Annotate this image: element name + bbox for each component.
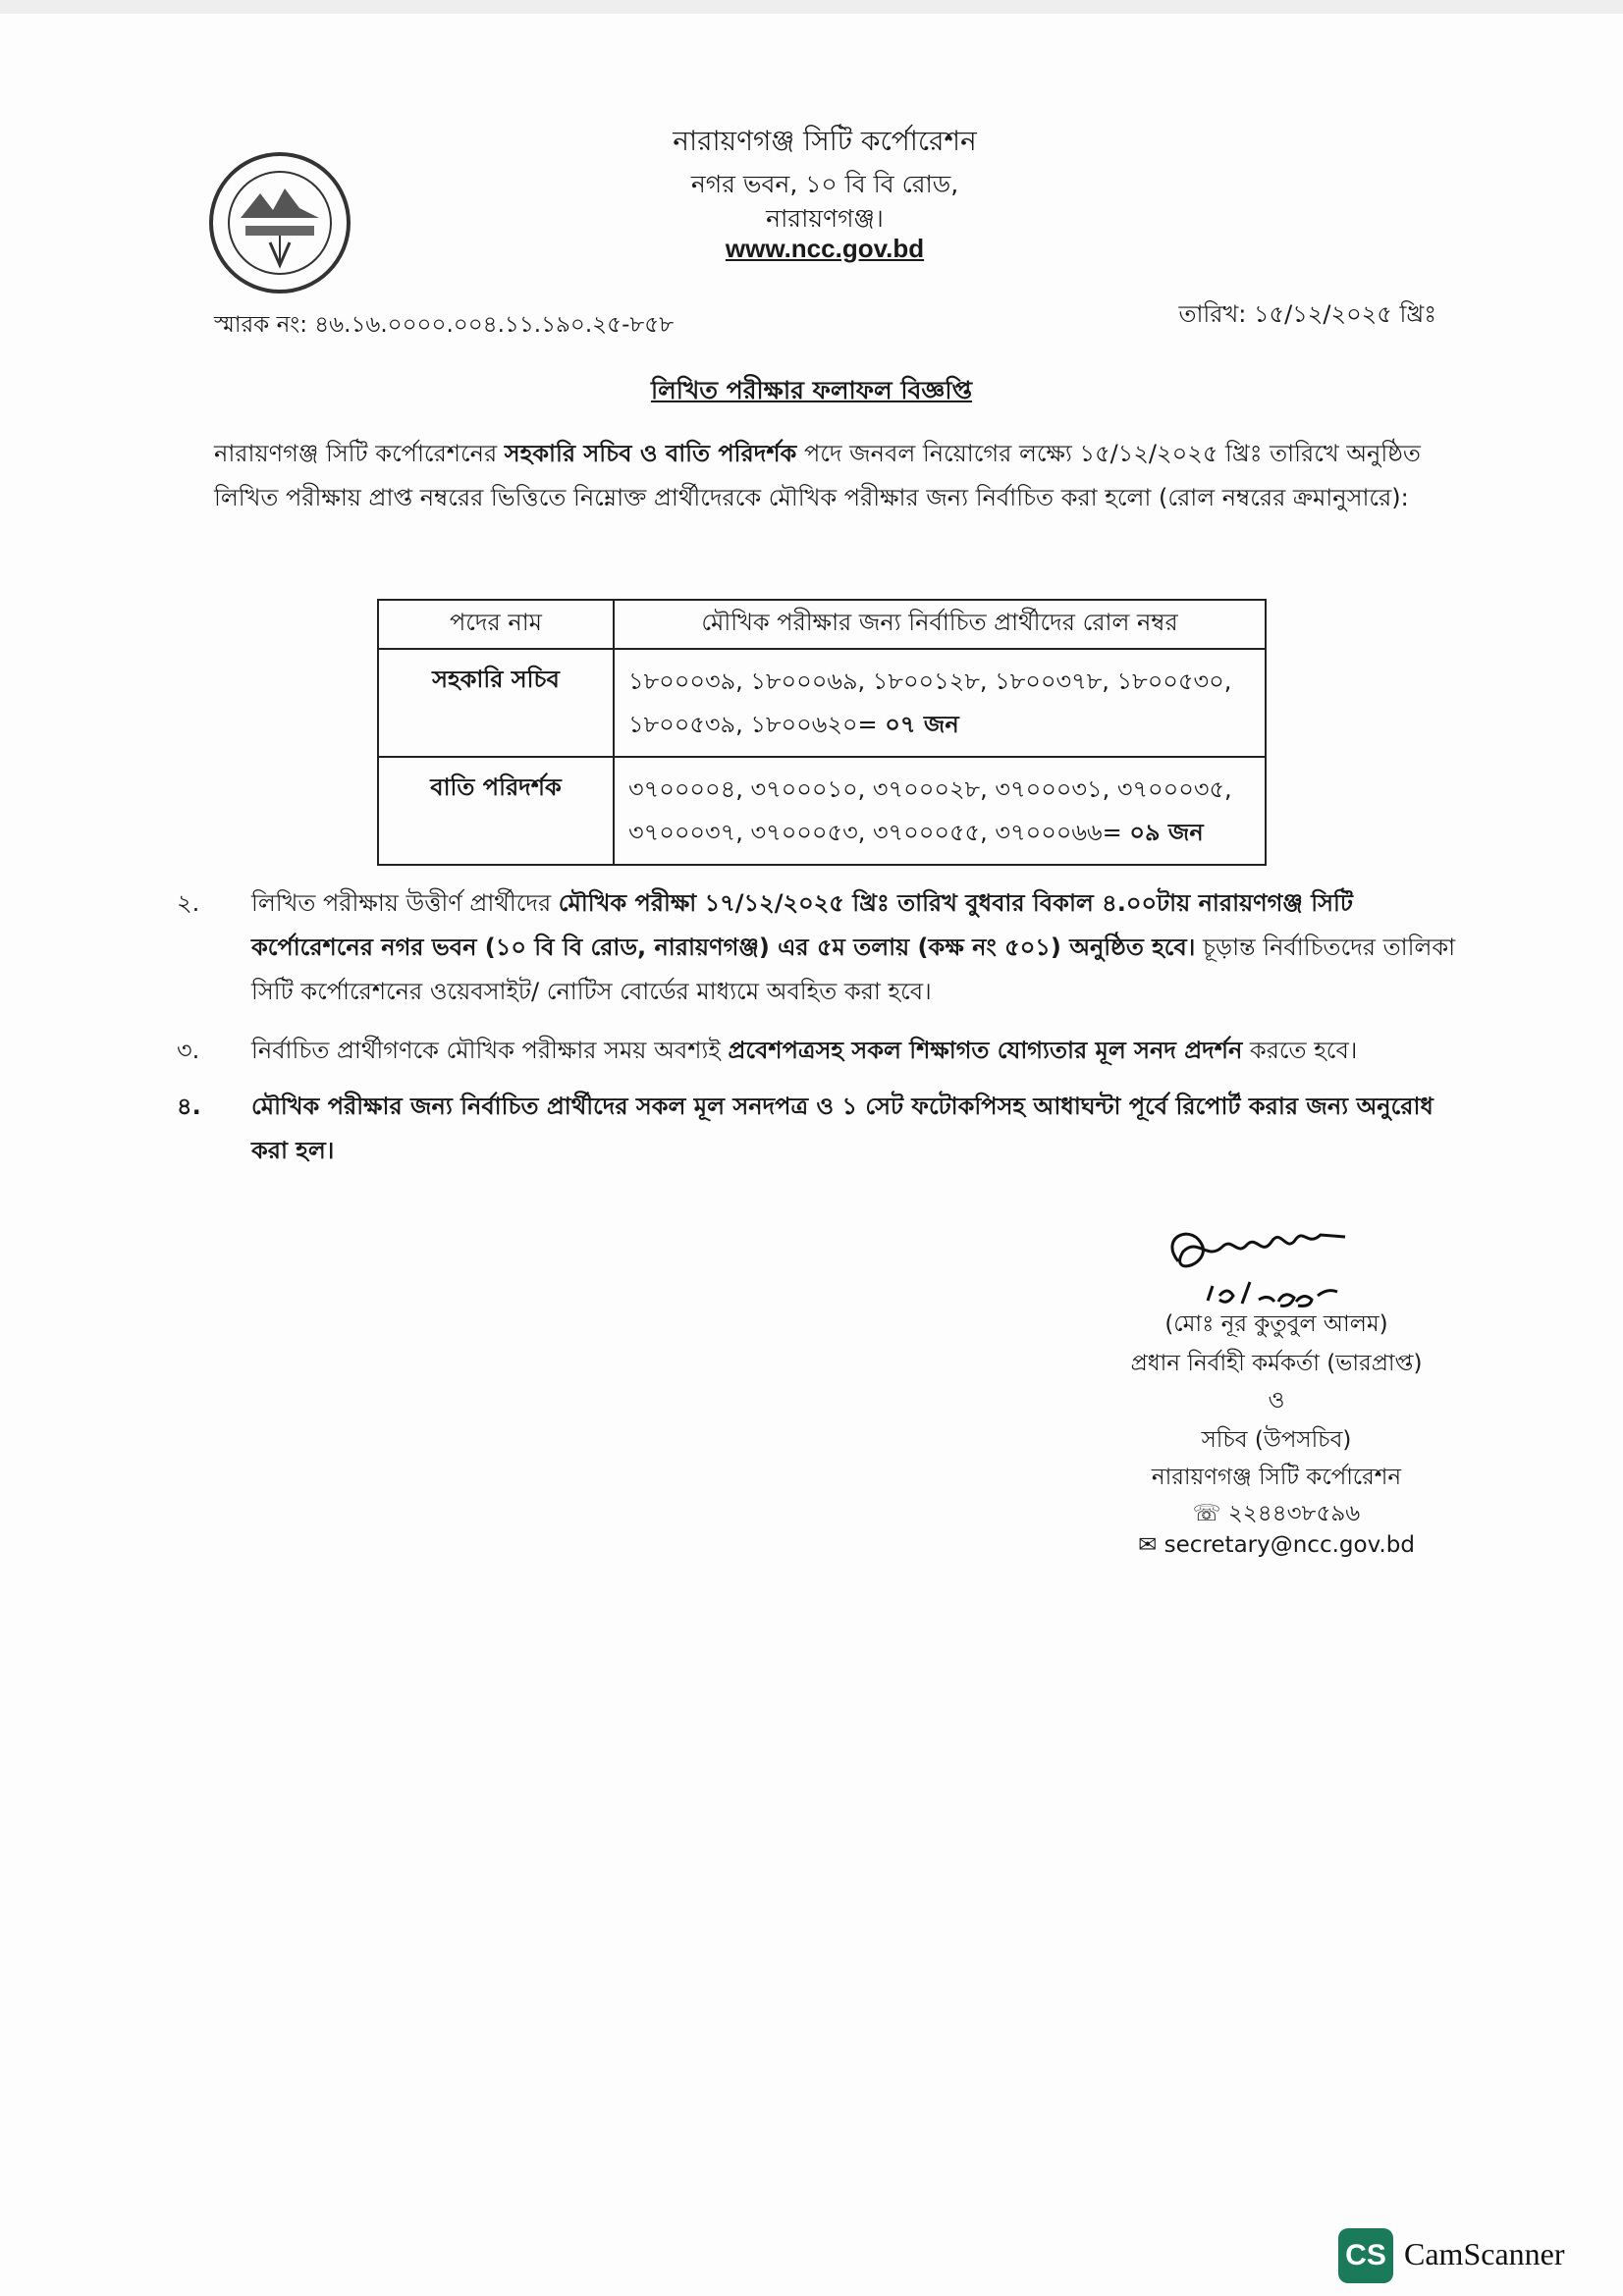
camscanner-watermark: CamScanner: [1404, 2236, 1565, 2271]
signatory-and: ও: [1268, 1388, 1285, 1414]
roll-numbers: [614, 649, 1266, 757]
org-name: নারায়ণগঞ্জ সিটি কর্পোরেশন: [673, 125, 977, 157]
scan-edge: [0, 0, 1623, 14]
roll-numbers: [614, 757, 1266, 865]
intro-text-1: নারায়ণগঞ্জ সিটি কর্পোরেশনের: [214, 440, 505, 467]
item-number: ৪.: [177, 1093, 201, 1120]
item-text: করতে হবে।: [1242, 1037, 1358, 1064]
org-address-line1: নগর ভবন, ১০ বি বি রোড,: [690, 170, 959, 198]
phone-number: ২২৪৪৩৮৫৯৬: [1227, 1501, 1361, 1526]
roll-line: ১৮০০৫৩৯, ১৮০০৬২০=: [628, 711, 886, 738]
candidate-count: ০৯ জন: [1129, 819, 1204, 846]
item-text-bold: মৌখিক পরীক্ষার জন্য নির্বাচিত প্রার্থীদের সকল মূল সনদপত্র ও ১ সেট ফটোকপিসহ আধাঘন্টা পূর্বে রিপোর্ট করার জন্য অনুরোধ করা হল।: [251, 1093, 1434, 1164]
signatory-phone: [1070, 1495, 1483, 1533]
table-row: [378, 757, 1266, 865]
col-header-post: পদের নাম: [378, 600, 614, 649]
col-header-rolls: মৌখিক পরীক্ষার জন্য নির্বাচিত প্রার্থীদের রোল নম্বর: [614, 600, 1266, 649]
email-address[interactable]: secretary@ncc.gov.bd: [1163, 1532, 1415, 1558]
instruction-item-4: [177, 1085, 1469, 1173]
memo-number: স্মারক নং: ৪৬.১৬.০০০০.০০৪.১১.১৯০.২৫-৮৫৮: [214, 312, 675, 338]
intro-posts: সহকারি সচিব ও বাতি পরিদর্শক: [504, 440, 797, 467]
item-text: লিখিত পরীক্ষায় উত্তীর্ণ প্রার্থীদের: [251, 889, 559, 917]
instruction-item-3: [177, 1029, 1469, 1073]
intro-paragraph: [214, 432, 1432, 520]
item-text: চূড়ান্ত নির্বাচিতদের তালিকা সিটি কর্পোরেশনের ওয়েবসাইট/ নোটিস বোর্ডের মাধ্যমে অবহিত করা হবে।: [251, 934, 1456, 1005]
item-number: ৩.: [177, 1037, 200, 1064]
org-website-link[interactable]: www.ncc.gov.bd: [725, 234, 925, 263]
notice-date: তারিখ: ১৫/১২/২০২৫ খ্রিঃ: [1178, 300, 1436, 328]
item-text: নির্বাচিত প্রার্থীগণকে মৌখিক পরীক্ষার সময় অবশ্যই: [251, 1037, 729, 1064]
post-name: বাতি পরিদর্শক: [378, 757, 614, 865]
table-header-row: [378, 600, 1266, 649]
roll-line: ৩৭০০০৩৭, ৩৭০০০৫৩, ৩৭০০০৫৫, ৩৭০০০৬৬=: [628, 819, 1130, 846]
instruction-item-2: [177, 881, 1469, 1014]
mail-icon: ✉: [1138, 1532, 1164, 1558]
notice-title: লিখিত পরীক্ষার ফলাফল বিজ্ঞপ্তি: [650, 376, 973, 404]
candidate-count: ০৭ জন: [885, 711, 959, 738]
corporation-seal-icon: [206, 149, 353, 296]
phone-icon: ☏: [1192, 1501, 1228, 1526]
post-name: সহকারি সচিব: [378, 649, 614, 757]
table-row: [378, 649, 1266, 757]
org-address-line2: নারায়ণগঞ্জ।: [766, 204, 884, 233]
roll-line: ১৮০০০৩৯, ১৮০০০৬৯, ১৮০০১২৮, ১৮০০৩৭৮, ১৮০০৫৩০,: [628, 667, 1232, 695]
signatory-designation-2: সচিব (উপসচিব): [1201, 1427, 1352, 1453]
signatory-designation-1: প্রধান নির্বাহী কর্মকর্তা (ভারপ্রাপ্ত): [1130, 1351, 1423, 1376]
intro-text-2: পদে জনবল নিয়োগের লক্ষ্যে ১৫/১২/২০২৫ খ্রিঃ তারিখে অনুষ্ঠিত লিখিত পরীক্ষায় প্রাপ্ত নম্বরের ভিত্তিতে নিম্নোক্ত প্রার্থীদেরকে মৌখিক পরীক্ষার জন্য নির্বাচিত করা হলো (রোল নম্বরের ক্রমানুসারে):: [214, 440, 1421, 511]
signatory-name: (মোঃ নূর কুতুবুল আলম): [1164, 1311, 1388, 1337]
camscanner-logo-icon: CS: [1338, 2228, 1393, 2283]
signatory-org: নারায়ণগঞ্জ সিটি কর্পোরেশন: [1151, 1465, 1402, 1490]
signatory-email: [1070, 1532, 1483, 1558]
item-text-bold: মৌখিক পরীক্ষা ১৭/১২/২০২৫ খ্রিঃ তারিখ বুধবার বিকাল ৪.০০টায় নারায়ণগঞ্জ সিটি কর্পোরেশনের নগর ভবন (১০ বি বি রোড, নারায়ণগঞ্জ) এর ৫ম তলায় (কক্ষ নং ৫০১) অনুষ্ঠিত হবে।: [251, 889, 1353, 961]
item-number: ২.: [177, 889, 200, 917]
item-text-bold: প্রবেশপত্রসহ সকল শিক্ষাগত যোগ্যতার মূল সনদ প্রদর্শন: [728, 1037, 1243, 1064]
roll-number-table: [377, 599, 1267, 866]
roll-line: ৩৭০০০০৪, ৩৭০০০১০, ৩৭০০০২৮, ৩৭০০০৩১, ৩৭০০০৩৫,: [628, 775, 1232, 803]
